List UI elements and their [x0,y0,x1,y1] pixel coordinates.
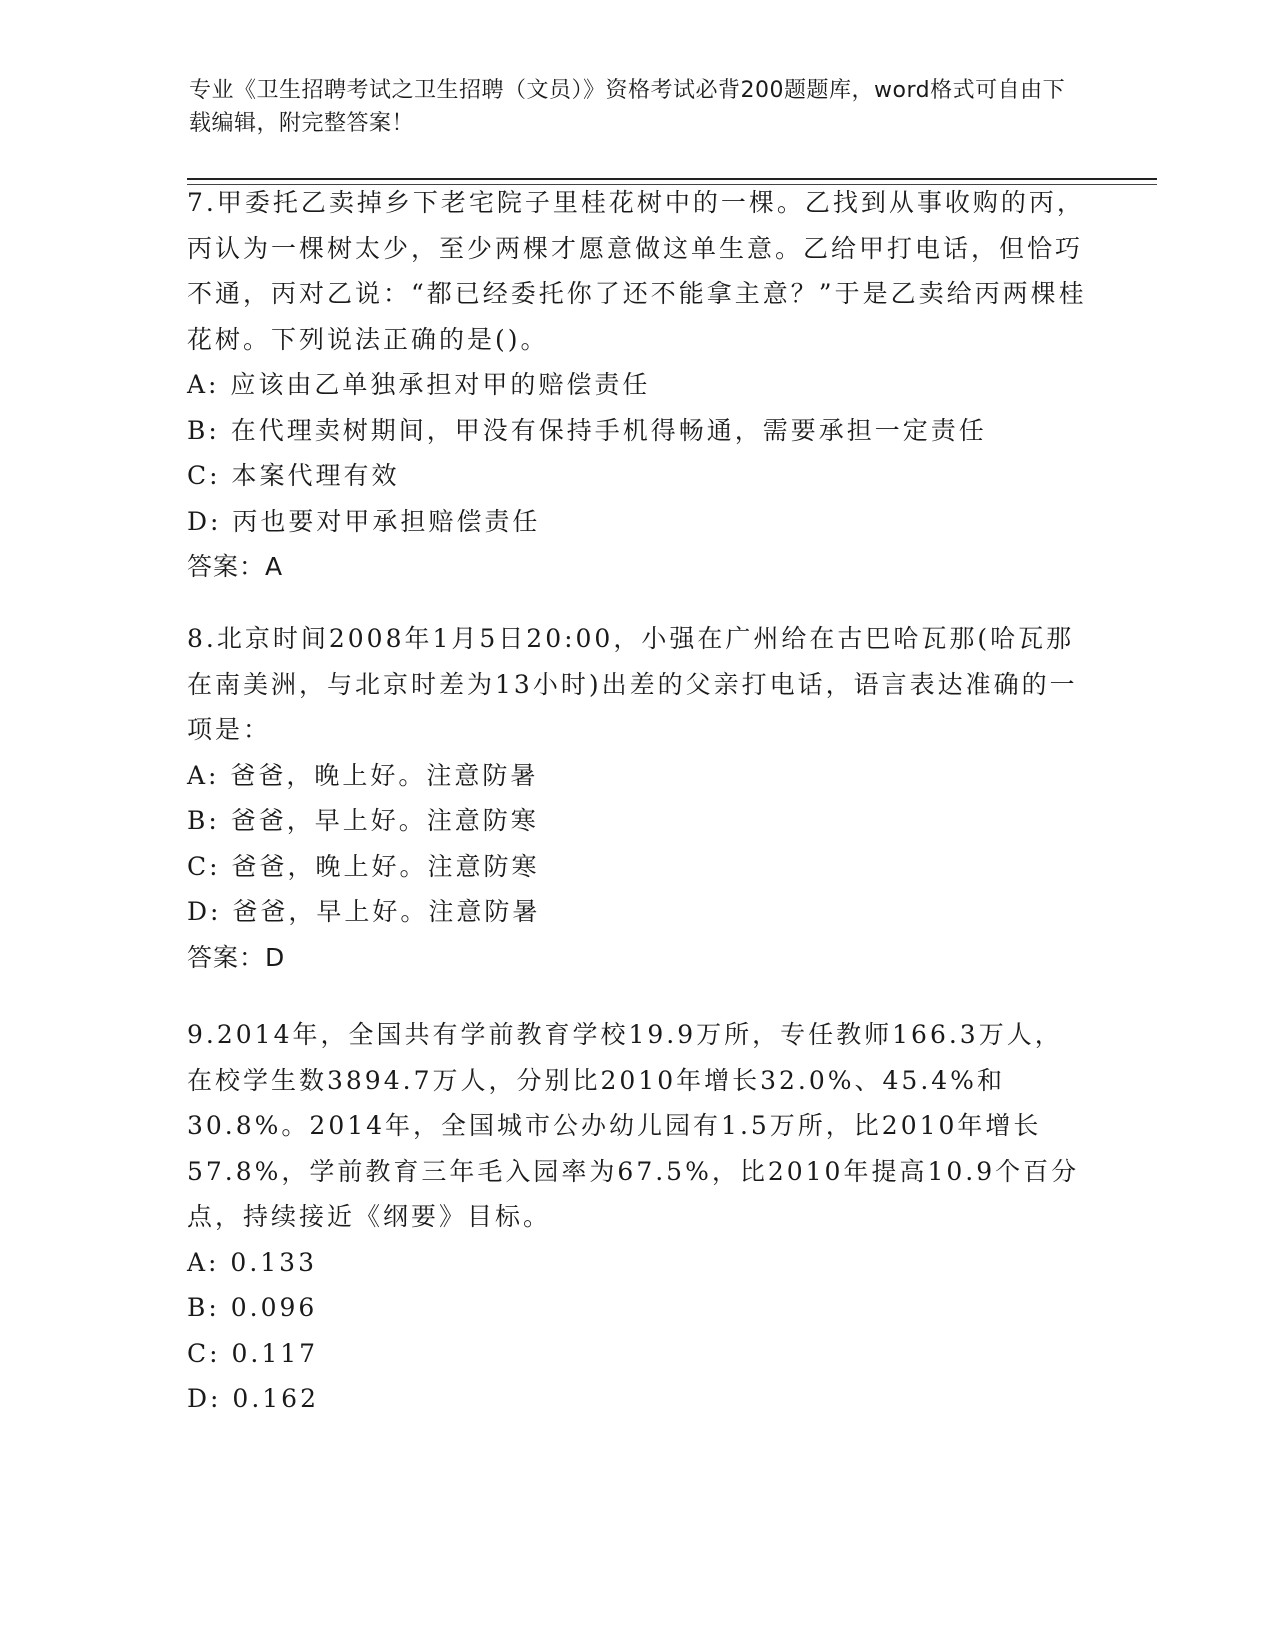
question-stem: 9.2014年，全国共有学前教育学校19.9万所，专任教师166.3万人，在校学生数3894.7万人，分别比2010年增长32.0%、45.4%和30.8%。2014年，全国城市公办幼儿园有1.5万所，比2010年增长57.8%，学前教育三年毛入园率为67.5%，比2010年提高10.9个百分点，持续接近《纲要》目标。 [187,1020,1080,1231]
question-8 [187,616,1087,980]
option-b: B: 0.096 [187,1293,318,1322]
option-c: C: 爸爸，晚上好。注意防寒 [187,851,540,881]
option-d: D: 丙也要对甲承担赔偿责任 [187,506,541,536]
option-a: A: 应该由乙单独承担对甲的赔偿责任 [187,370,651,399]
option-a: A: 爸爸，晚上好。注意防暑 [187,760,539,790]
question-7 [187,180,1087,589]
option-b: B: 爸爸，早上好。注意防寒 [187,806,539,835]
option-d: D: 爸爸，早上好。注意防暑 [187,897,541,926]
question-stem: 8.北京时间2008年1月5日20:00，小强在广州给在古巴哈瓦那(哈瓦那在南美洲，与北京时差为13小时)出差的父亲打电话，语言表达准确的一项是： [187,624,1078,744]
option-a: A: 0.133 [187,1247,317,1277]
answer-label: 答案：A [187,552,284,581]
question-9 [187,1012,1087,1422]
option-d: D: 0.162 [187,1384,319,1413]
question-stem: 7.甲委托乙卖掉乡下老宅院子里桂花树中的一棵。乙找到从事收购的丙，丙认为一棵树太少，至少两棵才愿意做这单生意。乙给甲打电话，但恰巧不通，丙对乙说：“都已经委托你了还不能拿主意？”于是乙卖给丙两棵桂花树。下列说法正确的是()。 [187,188,1087,354]
option-c: C: 本案代理有效 [187,461,400,490]
answer-label: 答案：D [187,942,286,972]
document-header: 专业《卫生招聘考试之卫生招聘（文员）》资格考试必背200题题库，word格式可自由下载编辑，附完整答案！ [189,78,1066,136]
option-c: C: 0.117 [187,1338,319,1368]
option-b: B: 在代理卖树期间，甲没有保持手机得畅通，需要承担一定责任 [187,415,987,445]
